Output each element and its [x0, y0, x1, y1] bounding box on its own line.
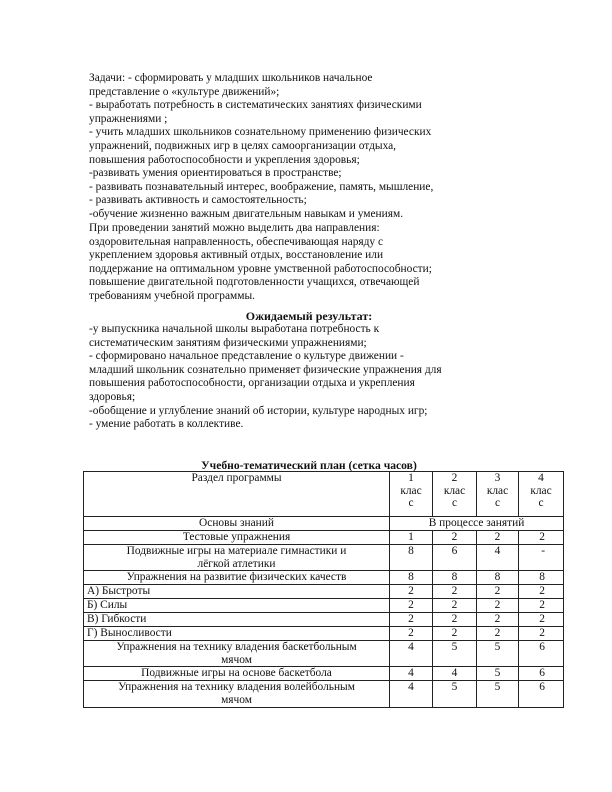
row-label [84, 641, 390, 667]
hours-cell: 1 [390, 531, 433, 545]
table-row [84, 571, 564, 585]
directions-line: укреплением здоровья активный отдых, восстановление или [89, 249, 384, 262]
table-row [84, 531, 564, 545]
result-line: -обобщение и углубление знаний об истории, культуре народных игр; [89, 404, 428, 417]
row-label-line: В) Гибкости [87, 613, 147, 626]
class-header-line: 2 [451, 472, 458, 484]
tasks-line: Задачи: - сформировать у младших школьников начальное [89, 72, 373, 84]
hours-cell: 4 [390, 641, 433, 667]
hours-cell: 8 [433, 571, 477, 585]
hours-cell: 2 [477, 627, 519, 641]
hours-cell: 2 [477, 599, 519, 613]
row-label [84, 531, 390, 545]
hours-cell: 2 [390, 613, 433, 627]
hours-cell: 4 [433, 667, 477, 681]
hours-cell: 2 [433, 599, 477, 613]
tasks-line: упражнений, подвижных игр в целях самоорганизации отдыха, [89, 139, 397, 152]
directions-line: оздоровительная направленность, обеспечивающая наряду с [89, 235, 384, 248]
tasks-paragraph [89, 72, 529, 222]
hours-cell: 5 [477, 667, 519, 681]
directions-line: поддержание на оптимальном уровне умственной работоспособности; [89, 262, 432, 275]
class-header-line: с [408, 497, 414, 510]
row-label [84, 599, 390, 613]
tasks-line: повышения работоспособности и укрепления здоровья; [89, 153, 360, 166]
class-header-2 [433, 472, 477, 517]
hours-cell: 8 [519, 571, 564, 585]
table-row [84, 585, 564, 599]
row-label-line: мячом [221, 653, 252, 666]
hours-cell: 5 [477, 681, 519, 707]
row-label-line: Упражнения на технику владения баскетбольным [116, 641, 357, 654]
row-label-line: Тестовые упражнения [182, 531, 291, 543]
result-line: - умение работать в коллективе. [89, 418, 244, 431]
result-line: повышения работоспособности, организации отдыха и укрепления [89, 377, 415, 390]
hours-cell: 2 [519, 627, 564, 641]
table-header-row [84, 472, 564, 517]
hours-cell: 2 [433, 531, 477, 545]
class-header-line: 3 [494, 472, 501, 484]
row-label-line: Подвижные игры на материале гимнастики и [126, 545, 347, 557]
row-label-line: А) Быстроты [87, 585, 151, 598]
row-label-line: Упражнения на развитие физических качеств [126, 571, 347, 584]
tasks-line: - учить младших школьников сознательному применению физических [89, 126, 432, 139]
hours-cell: 2 [477, 585, 519, 599]
hours-cell: 5 [433, 681, 477, 707]
class-header-line: с [451, 497, 458, 510]
tasks-line: -обучение жизненно важным двигательным навыкам и умениям. [89, 207, 404, 220]
tasks-line: -развивать умения ориентироваться в пространстве; [89, 167, 342, 180]
class-header-line: клас [530, 484, 552, 497]
section-column-header: Раздел программы [84, 472, 390, 517]
hours-cell: 2 [519, 613, 564, 627]
hours-cell: 2 [477, 531, 519, 545]
tasks-line: - развивать активность и самостоятельность; [89, 194, 307, 207]
row-label [84, 545, 390, 571]
hours-cell: 4 [390, 681, 433, 707]
hours-cell: - [519, 545, 564, 571]
class-header-4 [519, 472, 564, 517]
table-row [84, 599, 564, 613]
hours-cell: 8 [390, 545, 433, 571]
class-header-line: с [538, 497, 544, 510]
hours-cell: 4 [390, 667, 433, 681]
hours-cell: 6 [519, 681, 564, 707]
tasks-line: - развивать познавательный интерес, воображение, память, мышление, [89, 180, 434, 193]
row-label-line: лёгкой атлетики [197, 557, 276, 570]
result-line: систематическим занятиям физическими упражнениями; [89, 336, 367, 349]
row-label [84, 571, 390, 585]
hours-cell: 6 [433, 545, 477, 571]
hours-cell: 6 [519, 641, 564, 667]
expected-result-heading: Ожидаемый результат: [245, 309, 373, 323]
hours-cell: 2 [433, 585, 477, 599]
hours-cell: 2 [519, 531, 564, 545]
directions-line: повышение двигательной подготовленности учащихся, отвечающей [89, 276, 420, 289]
hours-cell: 4 [477, 545, 519, 571]
table-row-basics [84, 517, 564, 531]
row-label-line: Г) Выносливости [87, 627, 172, 640]
hours-cell: 6 [519, 667, 564, 681]
result-line: -у выпускника начальной школы выработана потребность к [89, 323, 380, 335]
hours-cell: 2 [477, 613, 519, 627]
result-line: младший школьник сознательно применяет физические упражнения для [89, 363, 442, 376]
curriculum-table [83, 471, 564, 708]
class-header-line: 1 [408, 472, 414, 484]
hours-cell: 8 [390, 571, 433, 585]
class-header-line: 4 [538, 472, 544, 484]
table-row [84, 545, 564, 571]
hours-cell: 2 [390, 585, 433, 599]
class-header-3 [477, 472, 519, 517]
class-header-line: клас [443, 484, 466, 497]
directions-paragraph [89, 222, 529, 304]
table-row [84, 641, 564, 667]
class-header-line: клас [400, 484, 422, 497]
hours-cell: 2 [390, 627, 433, 641]
row-label [84, 613, 390, 627]
tasks-line: - выработать потребность в систематических занятиях физическими [89, 99, 422, 112]
class-header-line: с [494, 497, 501, 510]
result-line: здоровья; [89, 390, 136, 403]
row-label [84, 667, 390, 681]
row-label-line: мячом [221, 693, 252, 706]
row-label-line: Б) Силы [87, 599, 128, 612]
expected-result-list [89, 323, 529, 432]
hours-cell: 2 [519, 585, 564, 599]
table-row [84, 681, 564, 707]
tasks-line: упражнениями ; [89, 112, 168, 125]
hours-cell: 5 [433, 641, 477, 667]
table-row [84, 627, 564, 641]
table-row [84, 613, 564, 627]
directions-line: требованиям учебной программы. [89, 289, 255, 302]
table-row [84, 667, 564, 681]
hours-cell: 2 [433, 627, 477, 641]
class-header-1 [390, 472, 433, 517]
basics-value: В процессе занятий [390, 517, 564, 531]
row-label-line: Упражнения на технику владения волейбольным [118, 681, 355, 694]
row-label [84, 627, 390, 641]
plan-title: Учебно-тематический план (сетка часов) [201, 459, 417, 472]
row-label [84, 681, 390, 707]
hours-cell: 8 [477, 571, 519, 585]
result-line: - сформировано начальное представление о культуре движении - [89, 350, 404, 363]
tasks-line: представление о «культуре движений»; [89, 85, 280, 98]
hours-cell: 2 [519, 599, 564, 613]
row-label-line: Подвижные игры на основе баскетбола [141, 667, 332, 680]
expected-result-section [89, 309, 529, 432]
hours-cell: 2 [433, 613, 477, 627]
hours-cell: 5 [477, 641, 519, 667]
row-label: Основы знаний [84, 517, 390, 531]
class-header-line: клас [486, 484, 509, 497]
hours-cell: 2 [390, 599, 433, 613]
row-label [84, 585, 390, 599]
directions-line: При проведении занятий можно выделить два направления: [89, 222, 380, 234]
